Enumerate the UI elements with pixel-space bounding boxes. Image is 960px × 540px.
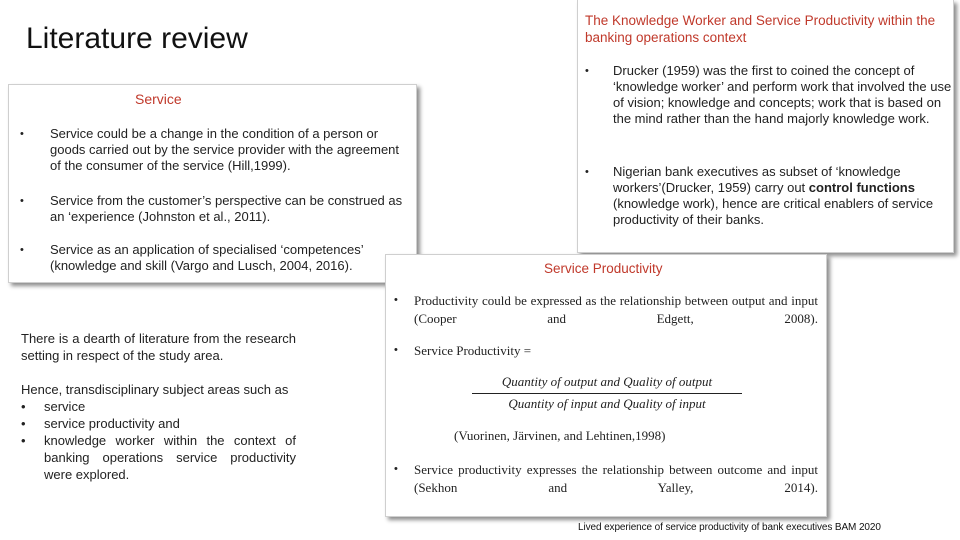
formula-denominator: Quantity of input and Quality of input: [508, 396, 706, 411]
list-item: [21, 415, 296, 432]
bullet-icon: •: [394, 344, 398, 356]
bullet-icon: •: [585, 166, 589, 178]
service-productivity-box: [385, 254, 827, 517]
list-item: [21, 432, 296, 483]
service-bullet-text: Service could be a change in the condition of a person or goods carried out by the service provider with the agreement of the consumer of the service (Hill,1999).: [50, 126, 400, 173]
list-item-text: service: [44, 399, 86, 414]
bullet-icon: •: [394, 294, 398, 306]
bullet-icon: •: [21, 416, 26, 431]
knowledge-worker-bullet-text: Drucker (1959) was the first to coined the concept of ‘knowledge worker’ and perform work that involved the use of vision; knowledge and concepts; work that is based on the mind rather than the hand majorly knowledge work.: [613, 63, 952, 126]
transdisciplinary-note: [21, 381, 296, 483]
bullet-icon: •: [20, 128, 24, 140]
formula-label: Service Productivity =: [414, 343, 532, 358]
bullet-icon: •: [20, 195, 24, 207]
service-productivity-heading: Service Productivity: [544, 261, 663, 276]
productivity-formula-fraction: [472, 374, 742, 412]
list-item: [21, 398, 296, 415]
bullet-icon: •: [20, 244, 24, 256]
text-run: Nigerian bank executives as subset of ‘knowledge workers’(Drucker, 1959) carry out: [613, 164, 901, 195]
service-bullet-text: Service as an application of specialised ‘competences’ (knowledge and skill (Vargo and Lusch, 2004, 2016).: [50, 242, 364, 273]
text-run: (knowledge work), hence are critical enablers of service productivity of their banks.: [613, 196, 934, 227]
productivity-definition: Productivity could be expressed as the relationship between output and input (Cooper and Edgett, 2008).: [414, 293, 818, 326]
slide-title: Literature review: [26, 22, 248, 55]
control-functions-emphasis: control functions: [808, 180, 915, 195]
formula-numerator: Quantity of output and Quality of output: [472, 374, 742, 394]
productivity-relationship: Service productivity expresses the relationship between outcome and input (Sekhon and Yalley, 2014).: [414, 462, 818, 495]
knowledge-worker-heading: The Knowledge Worker and Service Productivity within the banking operations context: [585, 13, 936, 45]
bullet-icon: •: [585, 65, 589, 77]
list-item-text: service productivity and: [44, 416, 180, 431]
slide-footer: Lived experience of service productivity of bank executives BAM 2020: [578, 522, 881, 533]
knowledge-worker-bullet-text: [613, 164, 953, 228]
formula-citation: (Vuorinen, Järvinen, and Lehtinen,1998): [454, 428, 666, 443]
service-box: [8, 84, 417, 283]
knowledge-worker-box: [577, 0, 954, 253]
bullet-icon: •: [394, 463, 398, 475]
service-heading: Service: [135, 91, 182, 107]
bullet-icon: •: [21, 399, 26, 414]
service-bullet-text: Service from the customer’s perspective can be construed as an ‘experience (Johnston et al., 2011).: [50, 193, 403, 224]
bullet-icon: •: [21, 433, 26, 448]
subject-area-list: [21, 398, 296, 483]
literature-dearth-note: There is a dearth of literature from the research setting in respect of the study area.: [21, 331, 296, 363]
list-item-text: knowledge worker within the context of banking operations service productivity were explored.: [44, 433, 296, 482]
transdisciplinary-intro: Hence, transdisciplinary subject areas such as: [21, 382, 289, 397]
